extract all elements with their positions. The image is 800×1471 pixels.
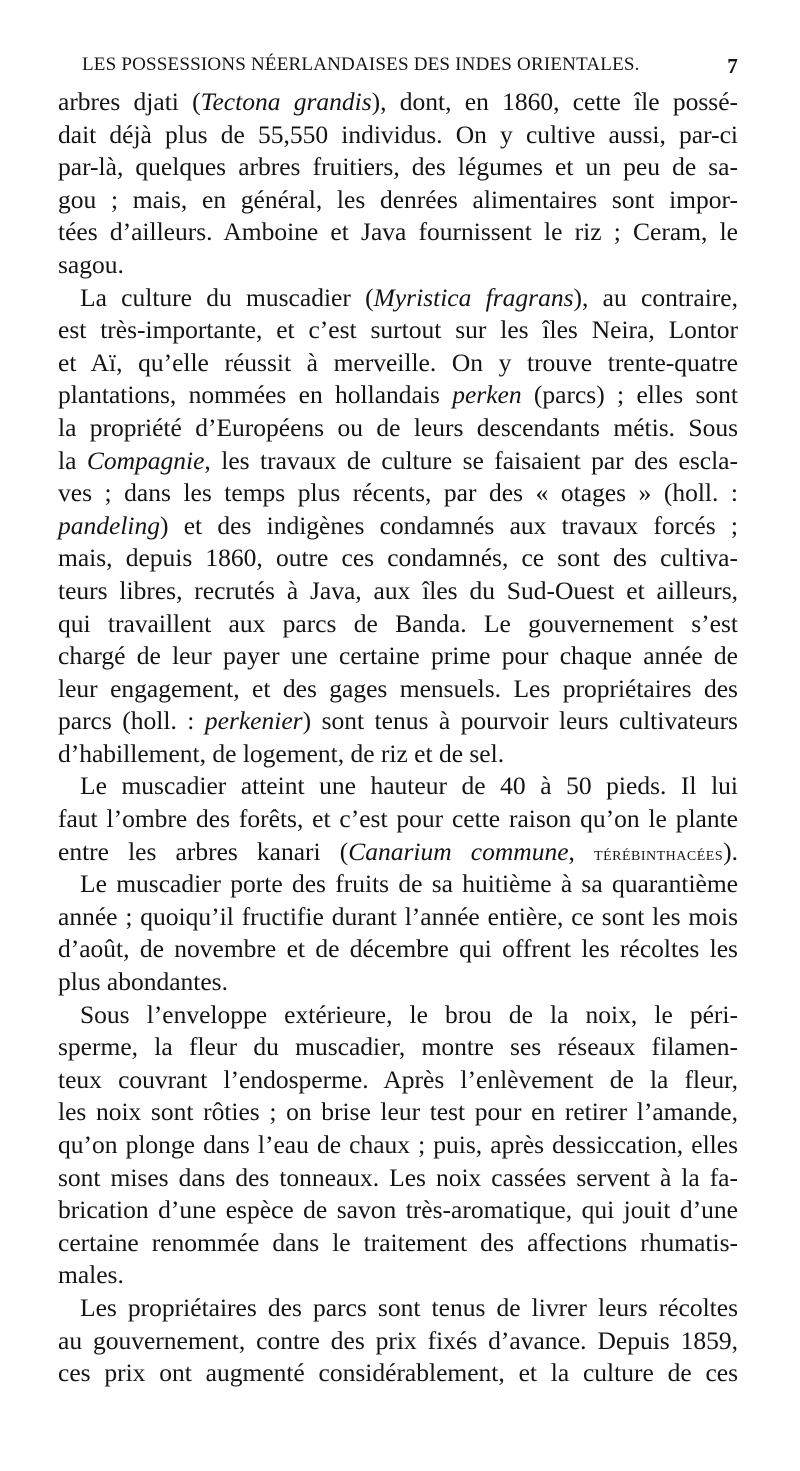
italic-term: Compagnie (86, 445, 205, 475)
italic-term: Canarium commune (348, 836, 569, 866)
text-line (58, 575, 738, 608)
text-line (58, 445, 738, 478)
text-line (58, 705, 738, 738)
text-run: ) et des indigènes condamnés aux travaux forcés ; (160, 510, 738, 540)
body-text (58, 86, 738, 1390)
text-line (58, 1096, 738, 1129)
text-run: la (58, 445, 87, 475)
text-run: plus abondantes. (58, 967, 228, 997)
running-title: LES POSSESSIONS NÉERLANDAISES DES INDES ORIENTALES. (82, 54, 640, 75)
text-line (58, 314, 738, 347)
text-line (58, 1325, 738, 1358)
text-run: La culture du muscadier ( (80, 282, 374, 312)
text-line (58, 770, 738, 803)
text-line (58, 1194, 738, 1227)
text-line (58, 966, 738, 999)
text-run: les noix sont rôties ; on brise leur test pour en retirer l’amande, (58, 1097, 738, 1127)
text-run: la propriété d’Européens ou de leurs descendants métis. Sous (58, 412, 738, 442)
text-run: certaine renommée dans le traitement des affections rhumatis- (58, 1227, 738, 1257)
text-run: faut l’ombre des forêts, et c’est pour cette raison qu’on le plante (58, 804, 738, 834)
text-run: Les propriétaires des parcs sont tenus de livrer leurs récoltes (80, 1292, 738, 1322)
text-run: gou ; mais, en général, les denrées alimentaires sont impor- (58, 184, 738, 214)
text-run: d’août, de novembre et de décembre qui offrent les récoltes les (58, 934, 738, 964)
text-run: males. (58, 1260, 124, 1290)
text-run: teux couvrant l’endosperme. Après l’enlèvement de la fleur, (58, 1064, 738, 1094)
page-number: 7 (727, 54, 738, 78)
text-run: entre les arbres kanari ( (58, 836, 349, 866)
text-run: brication d’une espèce de savon très-aromatique, qui jouit d’une (58, 1195, 738, 1225)
small-caps-term: térébinthacées (594, 842, 724, 865)
italic-term: pandeling (58, 510, 160, 540)
text-run: teurs libres, recrutés à Java, aux îles du Sud-Ouest et ailleurs, (58, 575, 738, 605)
text-line (58, 1064, 738, 1097)
text-run: ces prix ont augmenté considérablement, et la culture de ces (58, 1358, 738, 1388)
text-run: Le muscadier atteint une hauteur de 40 à 50 pieds. Il lui (80, 771, 738, 801)
text-line (58, 1162, 738, 1195)
text-line (58, 282, 738, 315)
text-line (58, 1129, 738, 1162)
text-run: année ; quoiqu’il fructifie durant l’année entière, ce sont les mois (58, 901, 738, 931)
italic-term: Myristica fragrans (373, 282, 574, 312)
text-run: chargé de leur payer une certaine prime pour chaque année de (58, 641, 738, 671)
text-run: Le muscadier porte des fruits de sa huitième à sa quarantième (80, 869, 738, 899)
text-line (58, 379, 738, 412)
text-line (58, 184, 738, 217)
text-line (58, 1227, 738, 1260)
text-run: qui travaillent aux parcs de Banda. Le gouvernement s’est (58, 608, 738, 638)
text-run: ves ; dans les temps plus récents, par des « otages » (holl. : (58, 478, 738, 508)
text-line (58, 640, 738, 673)
text-line (58, 803, 738, 836)
text-run: qu’on plonge dans l’eau de chaux ; puis, après dessiccation, elles (58, 1130, 738, 1159)
text-run: dait déjà plus de 55,550 individus. On y cultive aussi, par-ci (58, 119, 738, 149)
text-line (58, 901, 738, 934)
text-line (58, 477, 738, 510)
text-line (58, 249, 738, 282)
italic-term: perkenier (204, 706, 303, 736)
text-run: au gouvernement, contre des prix fixés d’avance. Depuis 1859, (58, 1325, 738, 1355)
text-line (58, 673, 738, 706)
text-run: ), au contraire, (573, 282, 738, 312)
text-run: sont mises dans des tonneaux. Les noix cassées servent à la fa- (58, 1162, 738, 1192)
text-line (58, 738, 738, 771)
text-line (58, 86, 738, 119)
text-run: ), dont, en 1860, cette île possé- (371, 87, 739, 116)
text-line (58, 151, 738, 184)
text-run: Sous l’enveloppe extérieure, le brou de la noix, le péri- (80, 999, 738, 1029)
text-line (58, 608, 738, 641)
text-line (58, 933, 738, 966)
text-line (58, 412, 738, 445)
text-line (58, 216, 738, 249)
text-run: et Aï, qu’elle réussit à merveille. On y trouve trente-quatre (58, 347, 738, 377)
italic-term: Tectona grandis (200, 87, 372, 116)
text-run: ) sont tenus à pourvoir leurs cultivateurs (302, 706, 738, 736)
text-line (58, 836, 738, 869)
text-run: , les travaux de culture se faisaient par des escla- (204, 445, 738, 475)
text-line (58, 1292, 738, 1325)
text-line (58, 542, 738, 575)
text-line (58, 1031, 738, 1064)
text-line (58, 868, 738, 901)
text-run: sperme, la fleur du muscadier, montre ses réseaux filamen- (58, 1032, 738, 1062)
text-run: leur engagement, et des gages mensuels. Les propriétaires des (58, 673, 738, 703)
text-run: ). (723, 836, 738, 866)
text-run: , (568, 836, 595, 866)
text-run: mais, depuis 1860, outre ces condamnés, ce sont des cultiva- (58, 543, 738, 573)
text-line (58, 999, 738, 1032)
text-line (58, 119, 738, 152)
text-run: sagou. (58, 249, 124, 279)
text-run: par-là, quelques arbres fruitiers, des légumes et un peu de sa- (58, 152, 738, 182)
text-run: tées d’ailleurs. Amboine et Java fournissent le riz ; Ceram, le (58, 217, 738, 247)
text-run: plantations, nommées en hollandais (58, 380, 453, 410)
text-line (58, 1357, 738, 1390)
text-run: arbres djati ( (58, 87, 201, 116)
text-line (58, 1259, 738, 1292)
running-head (82, 54, 738, 84)
text-run: d’habillement, de logement, de riz et de sel. (58, 738, 505, 768)
text-run: est très-importante, et c’est surtout sur les îles Neira, Lontor (58, 315, 738, 345)
text-line (58, 347, 738, 380)
text-line (58, 510, 738, 543)
text-run: parcs (holl. : (58, 706, 205, 736)
italic-term: perken (452, 380, 522, 410)
text-run: (parcs) ; elles sont (521, 380, 739, 410)
